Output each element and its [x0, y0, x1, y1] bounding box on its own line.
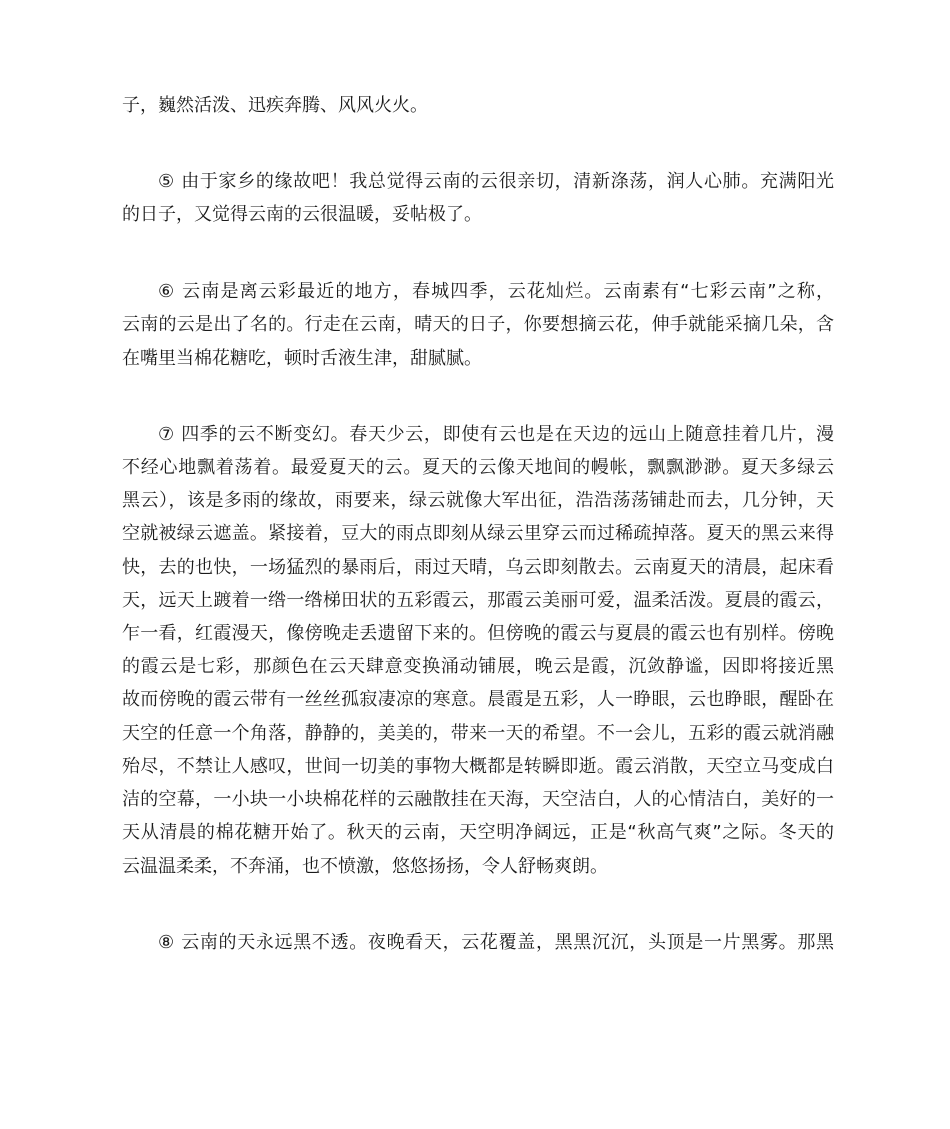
paragraph-7-line-7: 乍一看，红霞漫天，像傍晚走丢遗留下来的。但傍晚的霞云与夏晨的霞云也有别样。傍晚: [122, 623, 834, 644]
paragraph-5-line-1: ⑤ 由于家乡的缘故吧！我总觉得云南的云很亲切，清新涤荡，润人心肺。充满阳光: [158, 171, 834, 192]
paragraph-7-line-11: 殆尽，不禁让人感叹，世间一切美的事物大概都是转瞬即逝。霞云消散，天空立马变成白: [122, 756, 834, 777]
paragraph-7-line-5: 快，去的也快，一场猛烈的暴雨后，雨过天晴，乌云即刻散去。云南夏天的清晨，起床看: [122, 557, 834, 578]
paragraph-8-line-1: ⑧ 云南的天永远黑不透。夜晚看天，云花覆盖，黑黑沉沉，头顶是一片黑雾。那黑: [158, 932, 834, 953]
paragraph-7-line-1: ⑦ 四季的云不断变幻。春天少云，即使有云也是在天边的远山上随意挂着几片，漫: [158, 424, 834, 445]
paragraph-7-line-13: 天从清晨的棉花糖开始了。秋天的云南，天空明净阔远，正是“秋高气爽”之际。冬天的: [122, 822, 834, 843]
paragraph-4-line-1: 子，巍然活泼、迅疾奔腾、风风火火。: [122, 95, 428, 116]
paragraph-6-line-1: ⑥ 云南是离云彩最近的地方，春城四季，云花灿烂。云南素有“七彩云南”之称，: [158, 281, 834, 302]
paragraph-7-line-2: 不经心地飘着荡着。最爱夏天的云。夏天的云像天地间的幔帐，飘飘渺渺。夏天多绿云: [122, 457, 834, 478]
paragraph-7-line-4: 空就被绿云遮盖。紧接着，豆大的雨点即刻从绿云里穿云而过稀疏掉落。夏天的黑云来得: [122, 523, 834, 544]
paragraph-7-line-9: 故而傍晚的霞云带有一丝丝孤寂凄凉的寒意。晨霞是五彩，人一睁眼，云也睁眼，醒卧在: [122, 689, 834, 710]
paragraph-7-line-14: 云温温柔柔，不奔涌，也不愤激，悠悠扬扬，令人舒畅爽朗。: [122, 856, 608, 877]
paragraph-6-line-3: 在嘴里当棉花糖吃，顿时舌液生津，甜腻腻。: [122, 348, 482, 369]
paragraph-7-line-10: 天空的任意一个角落，静静的，美美的，带来一天的希望。不一会儿，五彩的霞云就消融: [122, 723, 834, 744]
paragraph-7-line-8: 的霞云是七彩，那颜色在云天肆意变换涌动铺展，晚云是霞，沉敛静谧，因即将接近黑: [122, 656, 834, 677]
paragraph-7-line-12: 洁的空幕，一小块一小块棉花样的云融散挂在天海，天空洁白，人的心情洁白，美好的一: [122, 789, 834, 810]
paragraph-6-line-2: 云南的云是出了名的。行走在云南，晴天的日子，你要想摘云花，伸手就能采摘几朵，含: [122, 314, 834, 335]
paragraph-7-line-3: 黑云），该是多雨的缘故，雨要来，绿云就像大军出征，浩浩荡荡铺赴而去，几分钟，天: [122, 490, 834, 511]
paragraph-5-line-2: 的日子，又觉得云南的云很温暖，妥帖极了。: [122, 204, 482, 225]
paragraph-7-line-6: 天，远天上踱着一绺一绺梯田状的五彩霞云，那霞云美丽可爱，温柔活泼。夏晨的霞云，: [122, 590, 834, 611]
